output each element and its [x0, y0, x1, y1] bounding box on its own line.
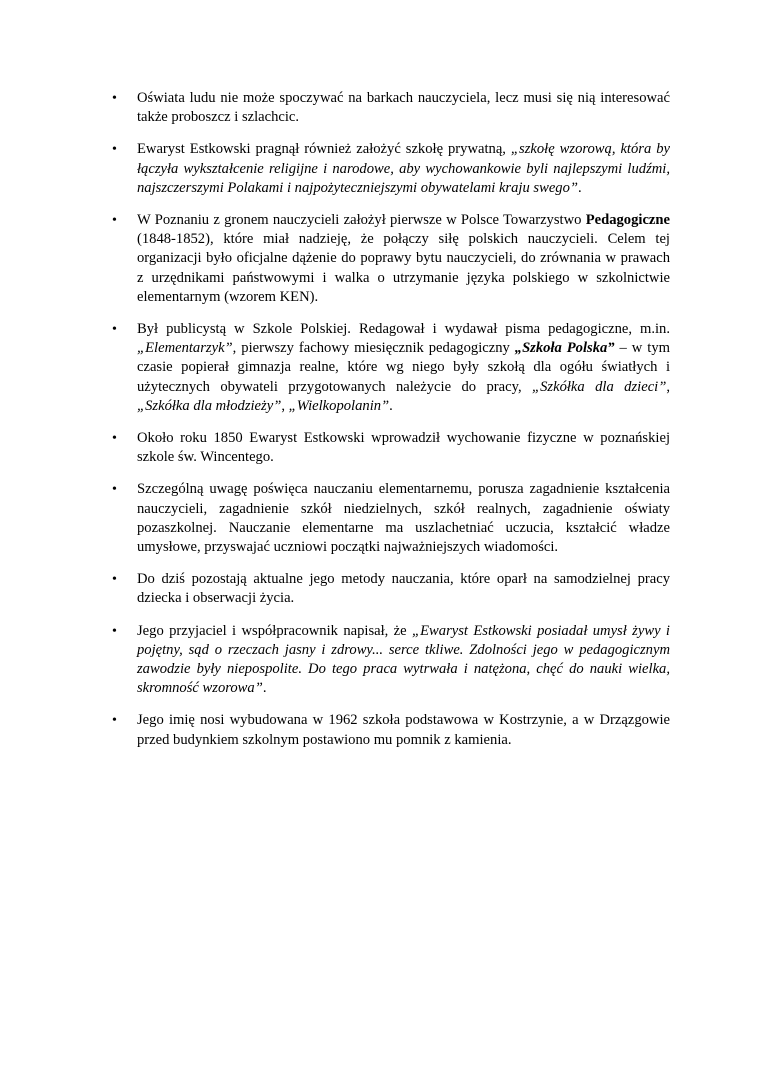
bullet-text-run: W Poznaniu z gronem nauczycieli założył pierwsze w Polsce Towarzystwo [137, 212, 586, 229]
bullet-text-run: „Ewaryst Estkowski posiadał umysł żywy i pojętny, sąd o rzeczach jasny i zdrowy... serce tkliwe. Zdolności jego w pedagogicznym zawodzie były niepospolite. Do tego praca wytrwała i natężona, chęć do nauki wielka, skromność wzorowa” [137, 622, 670, 697]
bullet-text-run: Szczególną uwagę poświęca nauczaniu elementarnemu, porusza zagadnienie kształcenia nauczycieli, zagadnienie szkół niedzielnych, szkół realnych, zagadnienie oświaty pozaszkolnej. Nauczanie elementarne ma uszlachetniać uczucia, kształcić władze umysłowe, przyswajać uczniowi początki najważniejszych wiadomości. [137, 481, 670, 556]
bullet-item [112, 622, 670, 699]
bullet-text-run: . [389, 397, 393, 414]
bullet-item [112, 89, 670, 127]
bullet-text-run: , pierwszy fachowy miesięcznik pedagogiczny [232, 340, 515, 357]
bullet-text-run: Jego imię nosi wybudowana w 1962 szkoła podstawowa w Kostrzynie, a w Drzązgowie przed budynkiem szkolnym postawiono mu pomnik z kamienia. [137, 712, 670, 748]
bullet-text-run: Ewaryst Estkowski pragnął również założyć szkołę prywatną, [137, 141, 511, 158]
bullet-text-run: , [281, 397, 289, 414]
bullet-text-run: Pedagogiczne [585, 212, 670, 229]
bullet-text-run: „Wielkopolanin” [288, 397, 390, 414]
bullet-list [112, 89, 670, 763]
bullet-text-run: „Szkółka dla dzieci” [532, 378, 667, 395]
bullet-text-run: „Elementarzyk” [137, 340, 233, 357]
bullet-text-run: „Szkółka dla młodzieży” [137, 397, 282, 414]
bullet-item [112, 211, 670, 307]
bullet-text-run: Jego przyjaciel i współpracownik napisał, że [137, 622, 413, 639]
bullet-text-run: Oświata ludu nie może spoczywać na barkach nauczyciela, lecz musi się nią interesować także proboszcz i szlachcic. [137, 90, 670, 126]
bullet-text-run: Około roku 1850 Ewaryst Estkowski wprowadził wychowanie fizyczne w poznańskiej szkole św. Wincentego. [137, 430, 670, 466]
bullet-item [112, 320, 670, 416]
bullet-text-run: . [262, 680, 267, 697]
bullet-text-run: „Szkoła Polska” [514, 340, 615, 357]
bullet-item [112, 711, 670, 749]
bullet-text-run: (1848-1852), które miał nadzieję, że połączy siłę polskich nauczycieli. Celem tej organizacji było oficjalne dążenie do poprawy bytu nauczycieli, do zrównania w prawach z urzędnikami państwowymi i walka o utrzymanie języka polskiego w szkolnictwie elementarnym (wzorem KEN). [137, 231, 670, 305]
bullet-item [112, 480, 670, 557]
bullet-text-run: Do dziś pozostają aktualne jego metody nauczania, które oparł na samodzielnej pracy dziecka i obserwacji życia. [137, 571, 670, 607]
bullet-text-run: , [666, 378, 670, 395]
bullet-item [112, 429, 670, 467]
bullet-item [112, 570, 670, 608]
bullet-text-run: „szkołę wzorową, która by łączyła wykształcenie religijne i narodowe, aby wychowankowie byli najlepszymi ludźmi, najszczerszymi Polakami i najpożyteczniejszymi obywatelami kraju swego” [137, 141, 670, 196]
bullet-text-run: – w tym czasie popierał gimnazja realne, które wg niego były szkołą dla ogółu światłych i użytecznych obywateli przygotowanych należycie do pracy, [137, 340, 670, 395]
bullet-text-run: . [578, 179, 582, 196]
bullet-item [112, 140, 670, 198]
bullet-text-run: Był publicystą w Szkole Polskiej. Redagował i wydawał pisma pedagogiczne, m.in. [137, 321, 670, 338]
